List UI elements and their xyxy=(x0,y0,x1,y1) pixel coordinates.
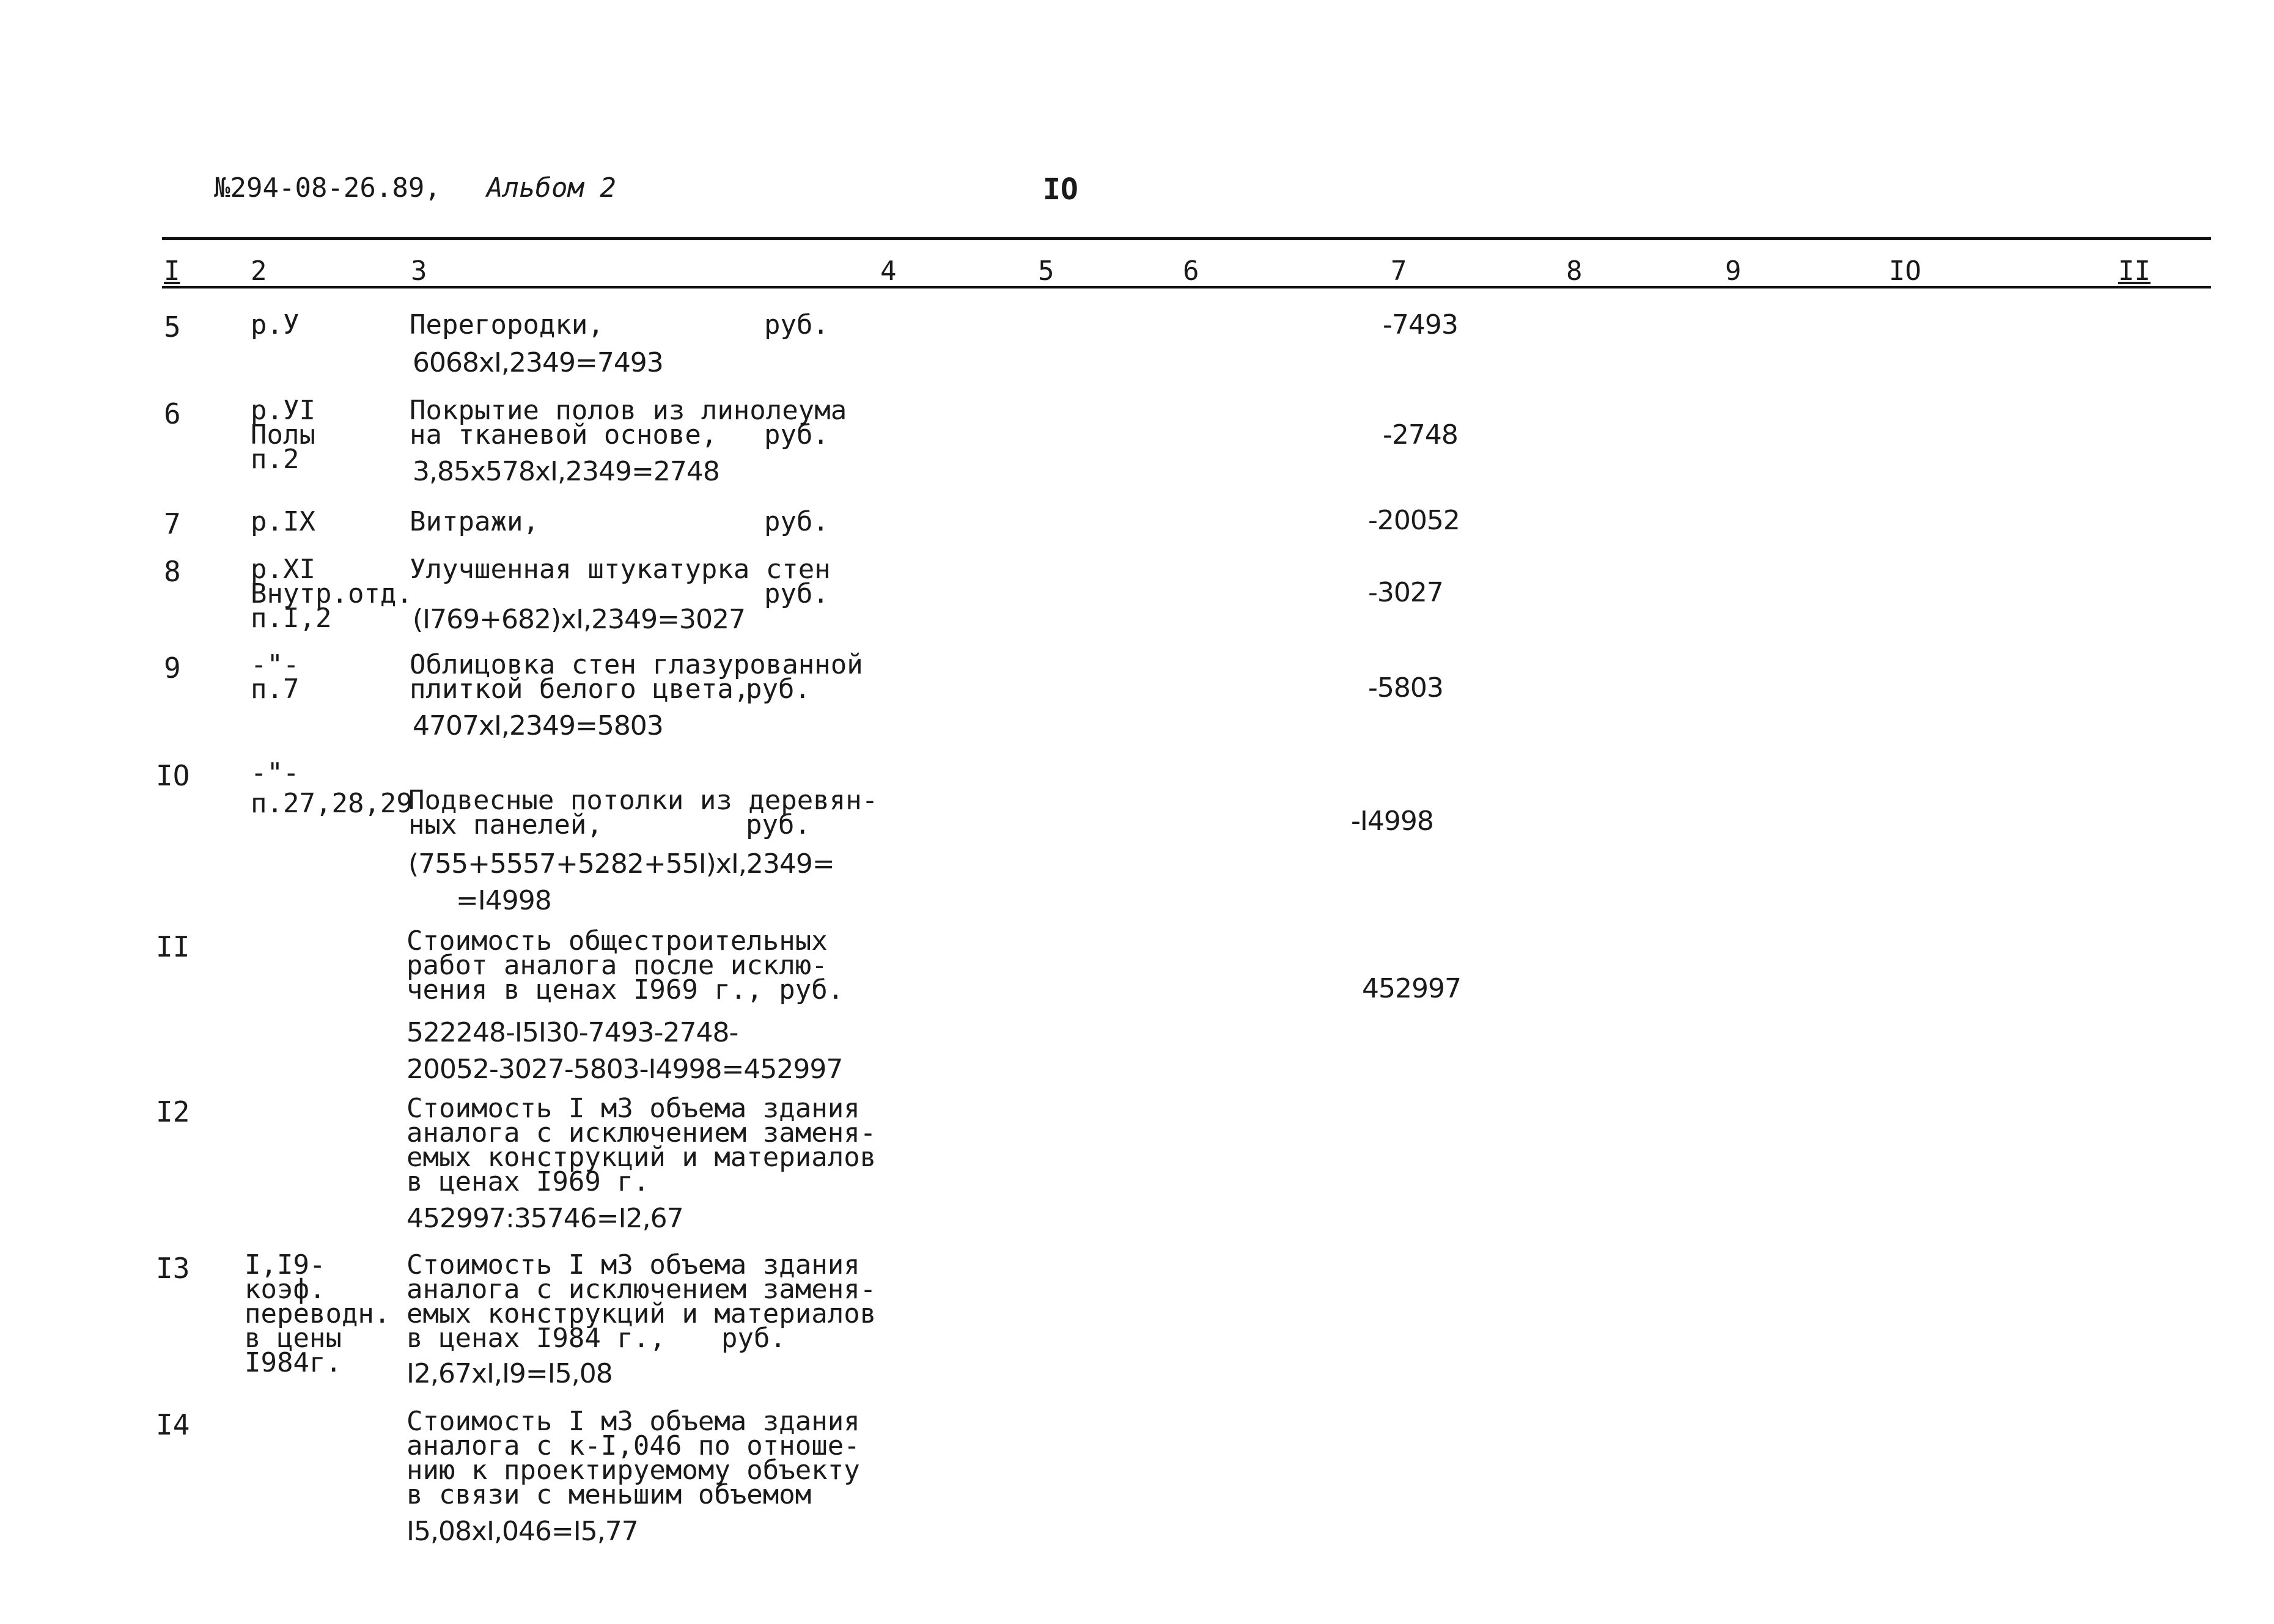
column-header-5: 5 xyxy=(1038,255,1054,287)
column-header-4: 4 xyxy=(880,255,897,287)
row-calculation: (755+5557+5282+55I)xI,2349= =I4998 xyxy=(408,848,834,916)
row-description: Улучшенная штукатурка стен xyxy=(410,554,831,585)
row-description: Подвесные потолки из деревян- ных панелей, xyxy=(408,785,878,840)
row-value: -2748 xyxy=(1383,419,1458,450)
row-description: Витражи, xyxy=(410,506,539,537)
row-calculation: I2,67xI,I9=I5,08 xyxy=(407,1358,613,1389)
row-description: Перегородки, xyxy=(410,309,604,340)
row-number: 5 xyxy=(164,310,181,344)
row-value: -I4998 xyxy=(1351,806,1433,837)
row-calculation: (I769+682)xI,2349=3027 xyxy=(413,604,745,635)
row-reference: р.У xyxy=(251,309,300,340)
row-description: Покрытие полов из линолеума на тканевой основе, xyxy=(410,395,847,450)
row-reference: р.УI Полы п.2 xyxy=(251,395,315,475)
row-calculation: 4707xI,2349=5803 xyxy=(413,710,663,741)
column-header-2: 2 xyxy=(251,255,267,287)
row-calculation: 522248-I5I30-7493-2748- 20052-3027-5803-I4998=452997 xyxy=(407,1017,843,1085)
column-header-3: 3 xyxy=(411,255,427,287)
row-calculation: 3,85x578xI,2349=2748 xyxy=(413,456,719,487)
row-number: 6 xyxy=(164,397,181,430)
row-value: -7493 xyxy=(1383,309,1458,340)
row-unit: руб. xyxy=(746,809,811,840)
table-top-rule xyxy=(162,237,2211,240)
row-unit: руб. xyxy=(764,506,829,537)
row-unit: руб. xyxy=(764,309,829,340)
row-number: I2 xyxy=(156,1095,190,1128)
row-calculation: 452997:35746=I2,67 xyxy=(407,1203,683,1234)
row-reference: -"- п.7 xyxy=(251,649,300,705)
page-number: IO xyxy=(1043,172,1078,207)
row-description: Стоимость I м3 объема здания аналога с исключением заменя- емых конструкций и материалов в ценах I969 г. xyxy=(407,1093,877,1197)
row-number: 8 xyxy=(164,555,181,588)
row-reference: р.IX xyxy=(251,506,315,537)
row-reference: I,I9- коэф. переводн. в цены I984г. xyxy=(245,1249,391,1378)
row-description: Облицовка стен глазурованной плиткой белого цвета, xyxy=(410,649,863,705)
row-unit: руб. xyxy=(746,674,811,705)
column-header-10: IO xyxy=(1889,255,1921,287)
row-calculation: I5,08xI,046=I5,77 xyxy=(407,1516,638,1547)
row-description: Стоимость I м3 объема здания аналога с исключением заменя- емых конструкций и материалов в ценах I984 г., xyxy=(407,1249,877,1354)
row-unit: руб. xyxy=(721,1323,786,1354)
row-description: Стоимость общестроительных работ аналога после исклю- чения в ценах I969 г., руб. xyxy=(407,925,844,1005)
column-header-8: 8 xyxy=(1566,255,1583,287)
column-header-6: 6 xyxy=(1183,255,1199,287)
row-value: -20052 xyxy=(1368,505,1460,536)
row-number: IO xyxy=(156,759,190,792)
row-number: 9 xyxy=(164,652,181,685)
album-label: Альбом 2 xyxy=(487,172,616,204)
row-reference: р.XI Внутр.отд. п.I,2 xyxy=(251,554,413,634)
row-value: -5803 xyxy=(1368,672,1443,704)
column-header-1: I xyxy=(164,255,180,287)
column-header-9: 9 xyxy=(1725,255,1742,287)
row-number: II xyxy=(156,930,190,963)
row-number: 7 xyxy=(164,507,181,540)
row-description: Стоимость I м3 объема здания аналога с к-I,046 по отноше- нию к проектируемому объекту в связи с меньшим объемом xyxy=(407,1406,860,1510)
row-number: I4 xyxy=(156,1408,190,1441)
column-header-7: 7 xyxy=(1391,255,1407,287)
row-value: 452997 xyxy=(1362,973,1461,1004)
row-value: -3027 xyxy=(1368,577,1443,608)
row-calculation: 6068xI,2349=7493 xyxy=(413,347,663,378)
document-number: №294-08-26.89, xyxy=(214,172,441,204)
row-unit: руб. xyxy=(764,419,829,450)
row-number: I3 xyxy=(156,1252,190,1285)
row-unit: руб. xyxy=(764,578,829,609)
row-reference: -"- п.27,28,29 xyxy=(251,757,413,819)
column-header-11: II xyxy=(2118,255,2151,287)
